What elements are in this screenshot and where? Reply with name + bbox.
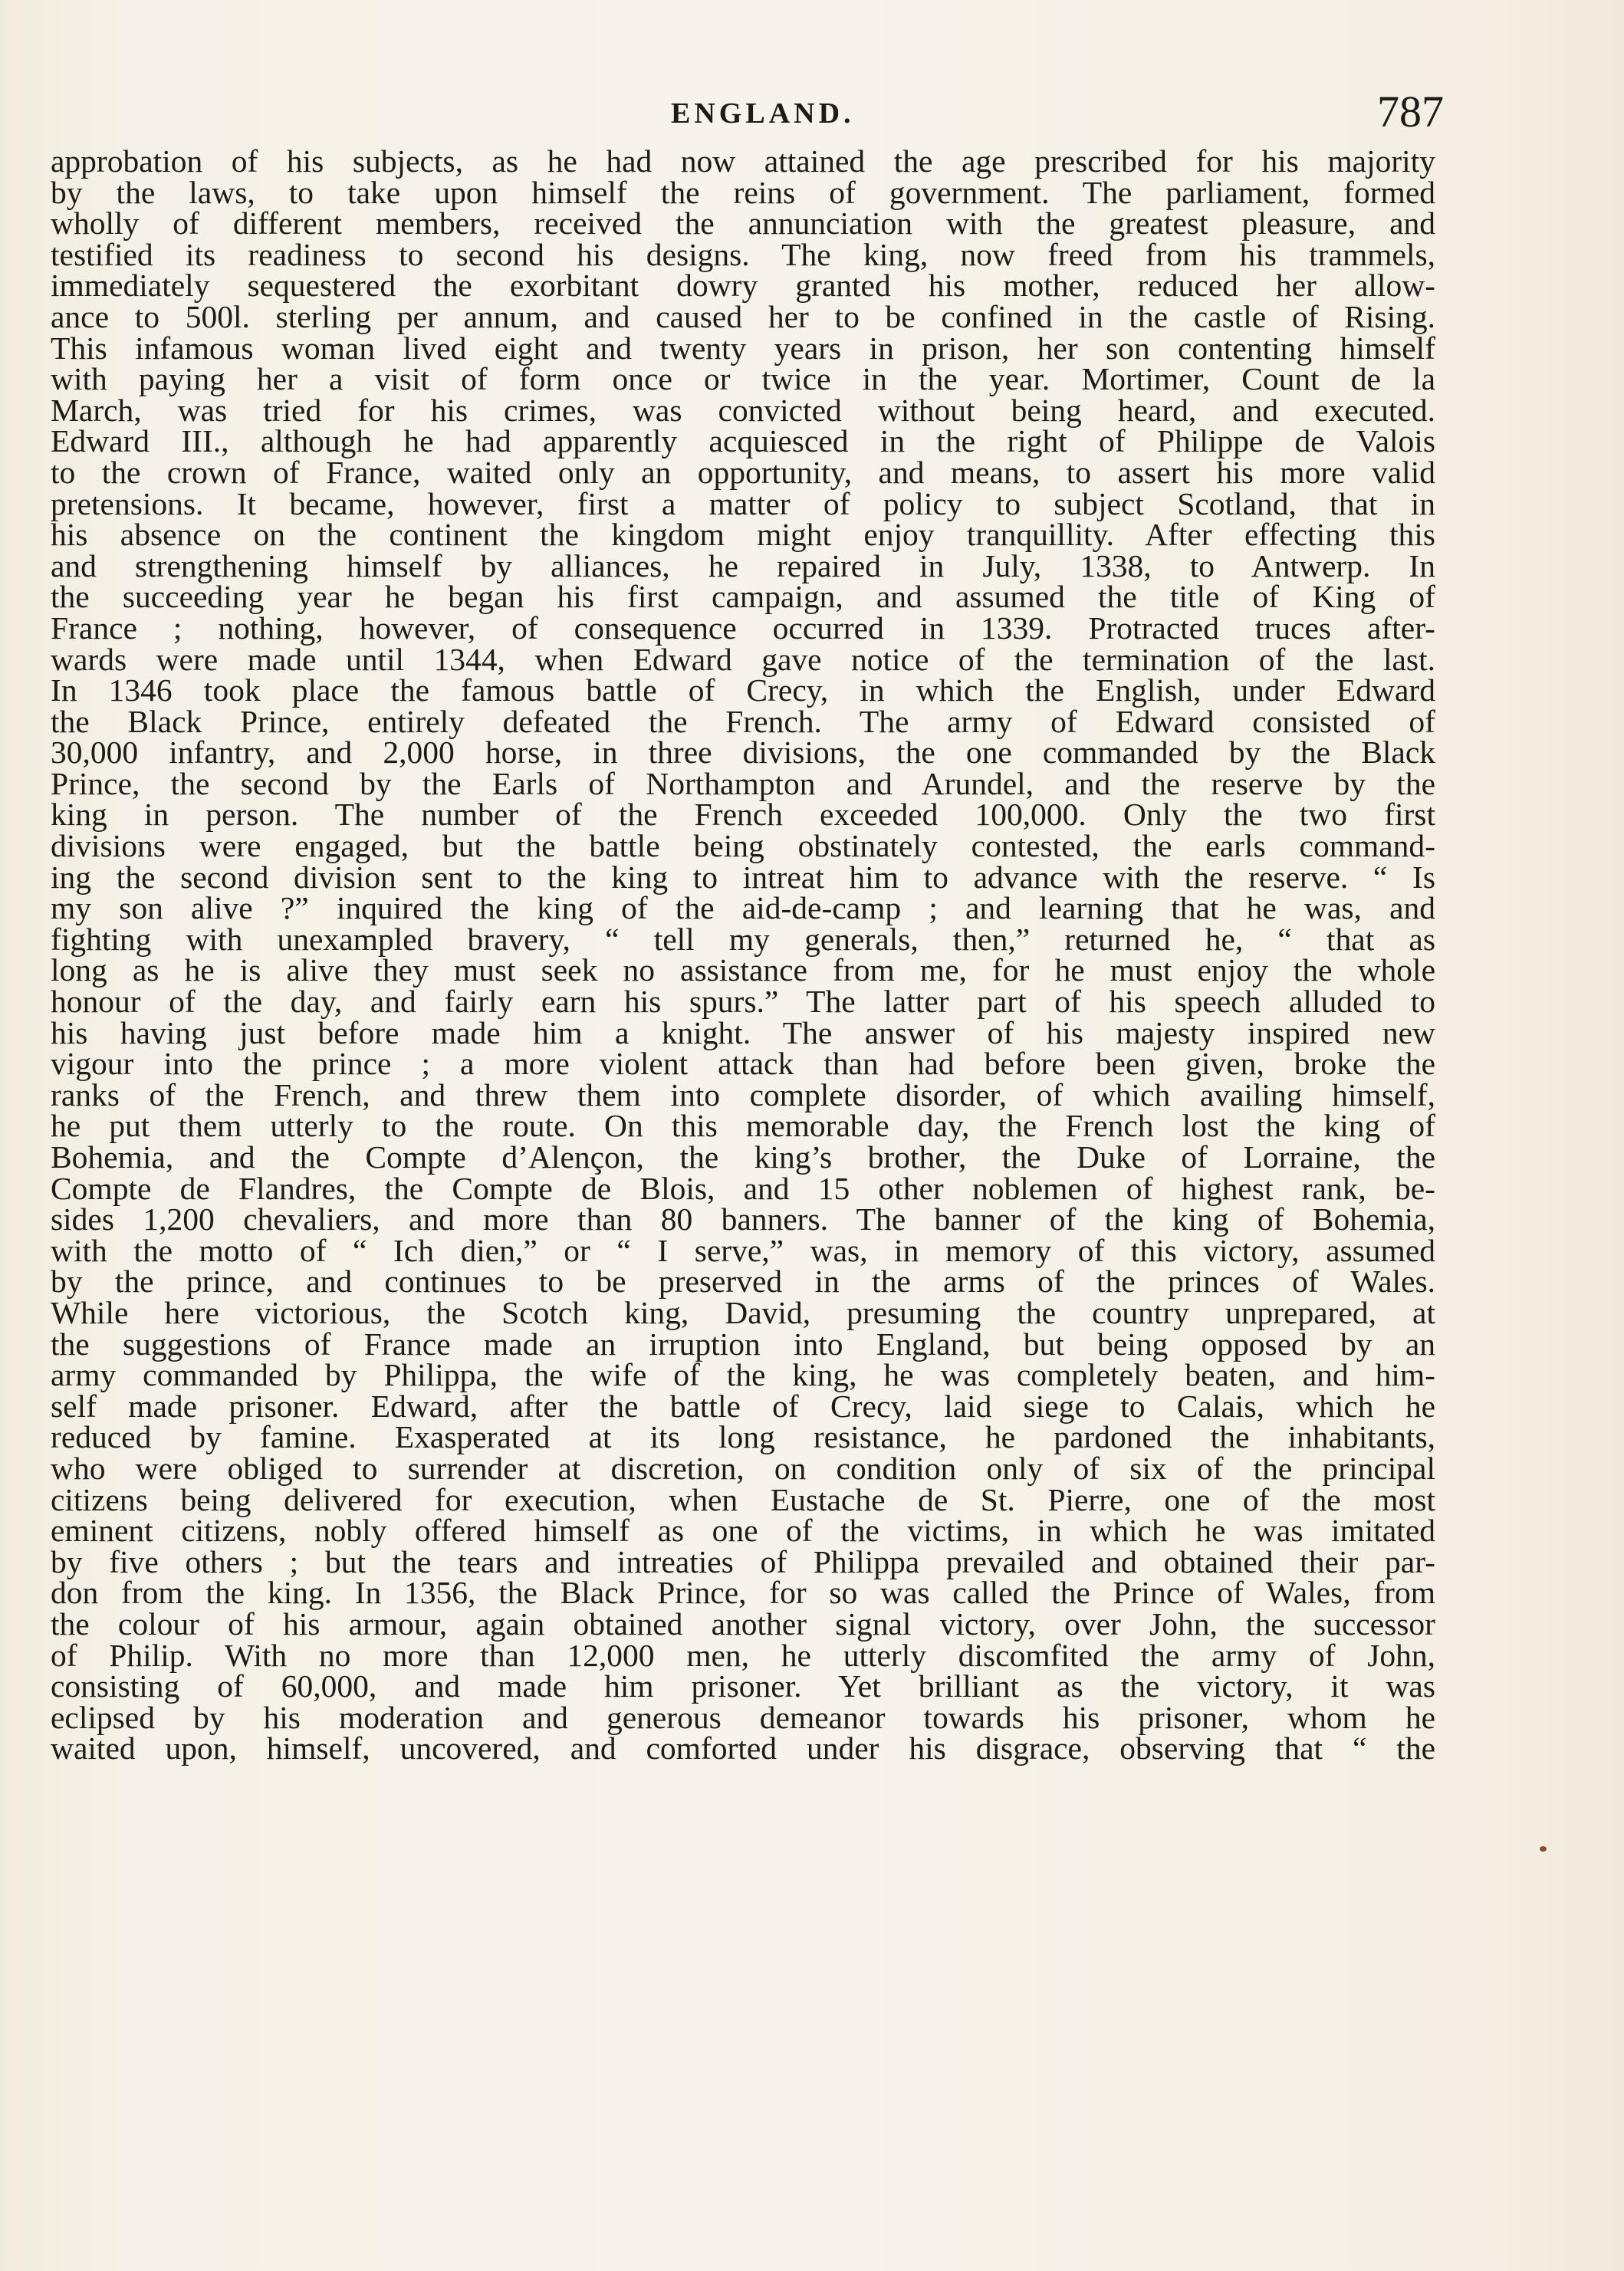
text-line: citizens being delivered for execution, when Eustache de St. Pierre, one of the most [51,1481,1435,1517]
text-line: This infamous woman lived eight and twenty years in prison, her son contenting himself [51,330,1435,366]
text-line: testified its readiness to second his designs. The king, now freed from his trammels, [51,236,1435,272]
text-line: waited upon, himself, uncovered, and comforted under his disgrace, observing that “ the [51,1730,1435,1767]
text-line: ranks of the French, and threw them into complete disorder, of which availing himself, [51,1076,1435,1112]
text-line: long as he is alive they must seek no assistance from me, for he must enjoy the whole [51,952,1435,988]
text-line: self made prisoner. Edward, after the battle of Crecy, laid siege to Calais, which he [51,1388,1435,1424]
text-line: wholly of different members, received the annunciation with the greatest pleasure, and [51,205,1435,242]
text-line: Prince, the second by the Earls of Northampton and Arundel, and the reserve by the [51,765,1435,801]
text-line: the succeeding year he began his first campaign, and assumed the title of King of [51,579,1435,615]
text-line: Compte de Flandres, the Compte de Blois, and 15 other noblemen of highest rank, be- [51,1170,1435,1206]
text-line: France ; nothing, however, of consequence occurred in 1339. Protracted truces after- [51,610,1435,646]
ink-speck [1540,1846,1547,1852]
text-line: ance to 500l. sterling per annum, and caused her to be confined in the castle of Rising. [51,298,1435,334]
text-line: In 1346 took place the famous battle of Crecy, in which the English, under Edward [51,672,1435,708]
page-number: 787 [1377,87,1444,136]
text-line: reduced by famine. Exasperated at its long resistance, he pardoned the inhabitants, [51,1419,1435,1455]
text-line: with paying her a visit of form once or twice in the year. Mortimer, Count de la [51,361,1435,397]
text-line: divisions were engaged, but the battle being obstinately contested, the earls command- [51,828,1435,864]
text-line: approbation of his subjects, as he had now attained the age prescribed for his majority [51,143,1435,179]
text-line: to the crown of France, waited only an opportunity, and means, to assert his more valid [51,454,1435,490]
text-line: eminent citizens, nobly offered himself as one of the victims, in which he was imitated [51,1513,1435,1549]
text-line: March, was tried for his crimes, was convicted without being heard, and executed. [51,392,1435,428]
text-line: by the laws, to take upon himself the reins of government. The parliament, formed [51,174,1435,210]
text-line: fighting with unexampled bravery, “ tell my generals, then,” returned he, “ that as [51,921,1435,957]
text-line: Edward III., although he had apparently acquiesced in the right of Philippe de Valois [51,423,1435,459]
text-line: wards were made until 1344, when Edward gave notice of the termination of the last. [51,641,1435,677]
text-line: the Black Prince, entirely defeated the French. The army of Edward consisted of [51,703,1435,739]
text-line: consisting of 60,000, and made him prisoner. Yet brilliant as the victory, it was [51,1668,1435,1704]
text-line: his absence on the continent the kingdom might enjoy tranquillity. After effecting this [51,517,1435,553]
text-line: his having just before made him a knight. The answer of his majesty inspired new [51,1014,1435,1050]
text-line: eclipsed by his moderation and generous demeanor towards his prisoner, whom he [51,1699,1435,1735]
text-line: immediately sequestered the exorbitant dowry granted his mother, reduced her allow- [51,268,1435,304]
body-text [51,143,1435,1767]
text-line: king in person. The number of the French exceeded 100,000. Only the two first [51,797,1435,833]
text-line: who were obliged to surrender at discretion, on condition only of six of the principal [51,1450,1435,1486]
text-line: my son alive ?” inquired the king of the aid-de-camp ; and learning that he was, and [51,890,1435,926]
text-line: he put them utterly to the route. On this memorable day, the French lost the king of [51,1108,1435,1144]
text-line: honour of the day, and fairly earn his spurs.” The latter part of his speech alluded to [51,984,1435,1020]
running-title: ENGLAND. [671,97,855,130]
text-line: the colour of his armour, again obtained another signal victory, over John, the successor [51,1605,1435,1642]
text-line: by the prince, and continues to be preserved in the arms of the princes of Wales. [51,1264,1435,1300]
text-line: vigour into the prince ; a more violent attack than had before been given, broke the [51,1046,1435,1082]
text-line: and strengthening himself by alliances, he repaired in July, 1338, to Antwerp. In [51,547,1435,583]
text-line: Bohemia, and the Compte d’Alençon, the king’s brother, the Duke of Lorraine, the [51,1139,1435,1175]
text-line: the suggestions of France made an irruption into England, but being opposed by an [51,1326,1435,1362]
text-line: 30,000 infantry, and 2,000 horse, in three divisions, the one commanded by the Black [51,735,1435,771]
text-line: don from the king. In 1356, the Black Prince, for so was called the Prince of Wales, from [51,1575,1435,1611]
text-line: pretensions. It became, however, first a matter of policy to subject Scotland, that in [51,485,1435,521]
text-line: by five others ; but the tears and intreaties of Philippa prevailed and obtained their par- [51,1543,1435,1579]
text-line: sides 1,200 chevaliers, and more than 80 banners. The banner of the king of Bohemia, [51,1201,1435,1237]
text-line: of Philip. With no more than 12,000 men, he utterly discomfited the army of John, [51,1637,1435,1673]
page-header [0,77,1624,146]
text-line: ing the second division sent to the king to intreat him to advance with the reserve. “ Is [51,859,1435,895]
text-line: with the motto of “ Ich dien,” or “ I serve,” was, in memory of this victory, assumed [51,1232,1435,1268]
text-line: army commanded by Philippa, the wife of the king, he was completely beaten, and him- [51,1357,1435,1393]
text-line: While here victorious, the Scotch king, David, presuming the country unprepared, at [51,1294,1435,1330]
